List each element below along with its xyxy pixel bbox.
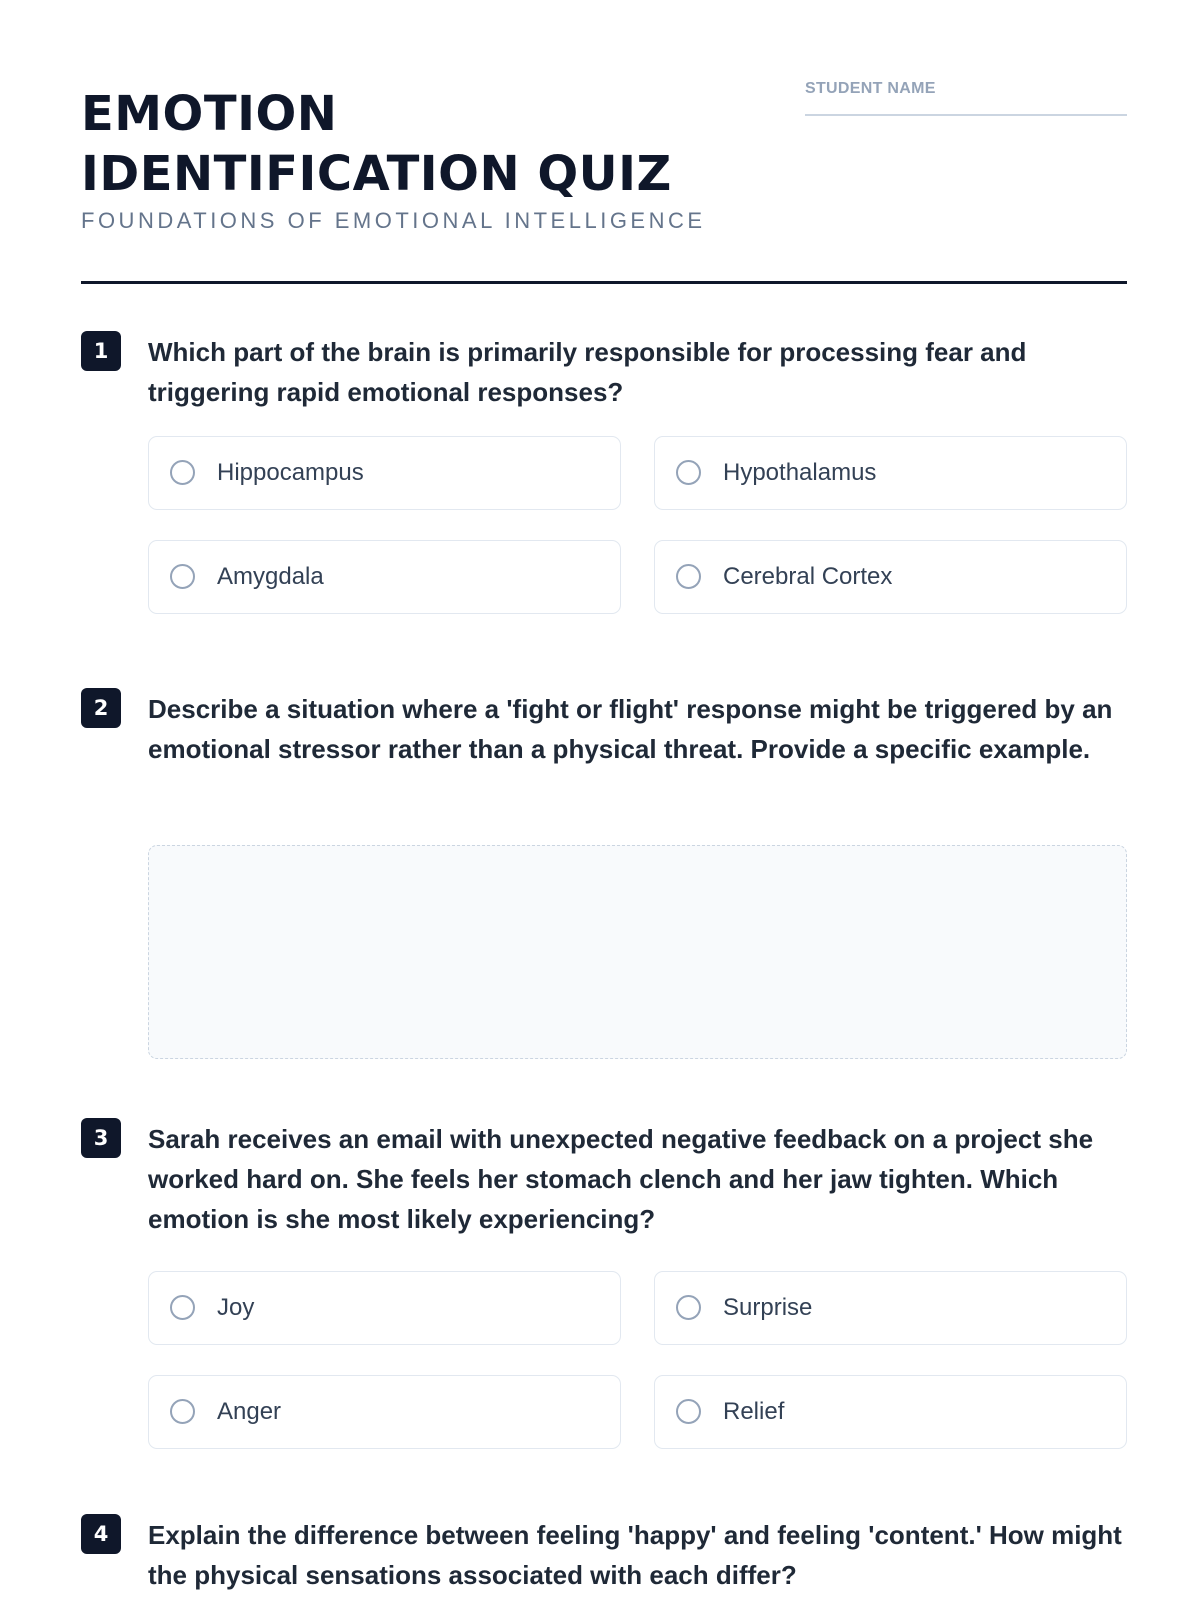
option-label: Hypothalamus bbox=[723, 459, 877, 486]
radio-button-icon[interactable] bbox=[170, 1399, 195, 1424]
student-name-field[interactable] bbox=[805, 80, 1127, 116]
option-cerebral-cortex[interactable] bbox=[654, 540, 1127, 614]
option-amygdala[interactable] bbox=[148, 540, 621, 614]
question-text: Describe a situation where a 'fight or flight' response might be triggered by an emotional stressor rather than a physical threat. Provide a specific example. bbox=[148, 694, 1113, 764]
option-label: Surprise bbox=[723, 1294, 813, 1321]
quiz-subtitle: FOUNDATIONS OF EMOTIONAL INTELLIGENCE bbox=[81, 208, 706, 233]
option-anger[interactable] bbox=[148, 1375, 621, 1449]
radio-button-icon[interactable] bbox=[676, 460, 701, 485]
radio-button-icon[interactable] bbox=[676, 1295, 701, 1320]
question-number-badge: 3 bbox=[81, 1118, 121, 1158]
option-label: Anger bbox=[217, 1398, 282, 1425]
question-text: Explain the difference between feeling 'happy' and feeling 'content.' How might the physical sensations associated with each differ? bbox=[148, 1520, 1122, 1590]
option-relief[interactable] bbox=[654, 1375, 1127, 1449]
question-number-badge: 2 bbox=[81, 688, 121, 728]
radio-button-icon[interactable] bbox=[170, 460, 195, 485]
question-number-badge: 4 bbox=[81, 1514, 121, 1554]
header-divider bbox=[81, 281, 1127, 284]
radio-button-icon[interactable] bbox=[170, 564, 195, 589]
option-label: Joy bbox=[217, 1294, 255, 1321]
option-label: Relief bbox=[723, 1398, 785, 1425]
option-surprise[interactable] bbox=[654, 1271, 1127, 1345]
question-text: Sarah receives an email with unexpected negative feedback on a project she worked hard on. She feels her stomach clench and her jaw tighten. Which emotion is she most likely experiencing? bbox=[148, 1124, 1094, 1234]
radio-button-icon[interactable] bbox=[170, 1295, 195, 1320]
question-text: Which part of the brain is primarily responsible for processing fear and triggering rapid emotional responses? bbox=[148, 337, 1027, 407]
student-name-label: STUDENT NAME bbox=[805, 80, 936, 97]
radio-button-icon[interactable] bbox=[676, 564, 701, 589]
option-hippocampus[interactable] bbox=[148, 436, 621, 510]
option-hypothalamus[interactable] bbox=[654, 436, 1127, 510]
quiz-title: EMOTION IDENTIFICATION QUIZ bbox=[81, 86, 672, 202]
option-label: Hippocampus bbox=[217, 459, 364, 486]
option-label: Cerebral Cortex bbox=[723, 563, 893, 590]
question-number-badge: 1 bbox=[81, 331, 121, 371]
radio-button-icon[interactable] bbox=[676, 1399, 701, 1424]
option-label: Amygdala bbox=[217, 563, 324, 590]
option-joy[interactable] bbox=[148, 1271, 621, 1345]
written-answer-box[interactable] bbox=[148, 845, 1127, 1059]
